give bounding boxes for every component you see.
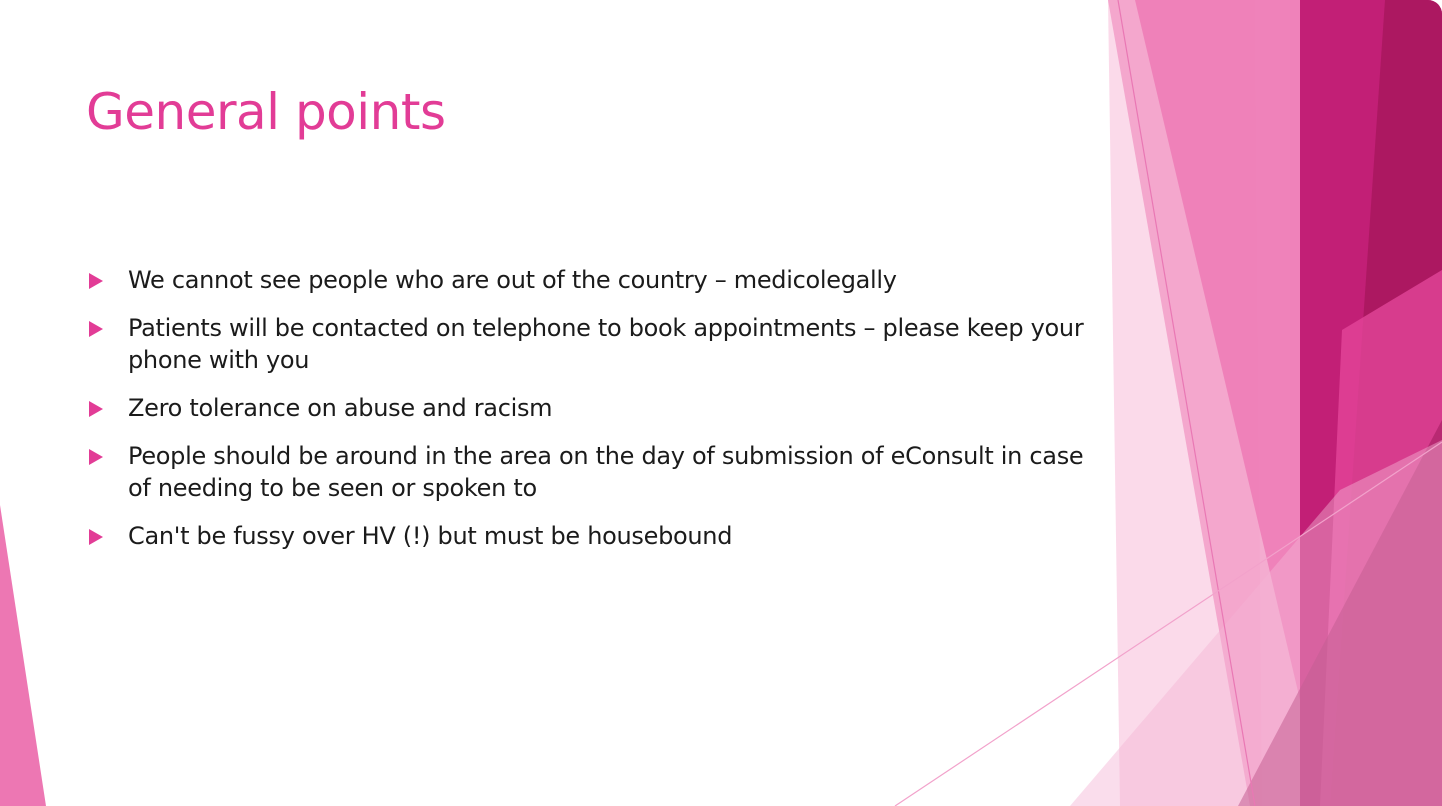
slide-title: General points (86, 83, 446, 141)
triangle-bullet-icon (89, 401, 103, 417)
triangle-bullet-icon (89, 321, 103, 337)
triangle-bullet-icon (89, 449, 103, 465)
bullet-text: People should be around in the area on the day of submission of eConsult in case of needing to be seen or spoken to (128, 442, 1084, 502)
bullet-text: Patients will be contacted on telephone to book appointments – please keep your phone with you (128, 314, 1084, 374)
triangle-bullet-icon (89, 273, 103, 289)
bullet-item (86, 264, 1086, 296)
bullet-list (86, 264, 1086, 568)
bullet-item (86, 440, 1086, 504)
bullet-text: Zero tolerance on abuse and racism (128, 394, 553, 422)
bullet-text: Can't be fussy over HV (!) but must be housebound (128, 522, 733, 550)
bullet-item (86, 520, 1086, 552)
bullet-text: We cannot see people who are out of the country – medicolegally (128, 266, 897, 294)
triangle-bullet-icon (89, 529, 103, 545)
bullet-item (86, 392, 1086, 424)
left-edge-facet (0, 505, 46, 806)
bullet-item (86, 312, 1086, 376)
